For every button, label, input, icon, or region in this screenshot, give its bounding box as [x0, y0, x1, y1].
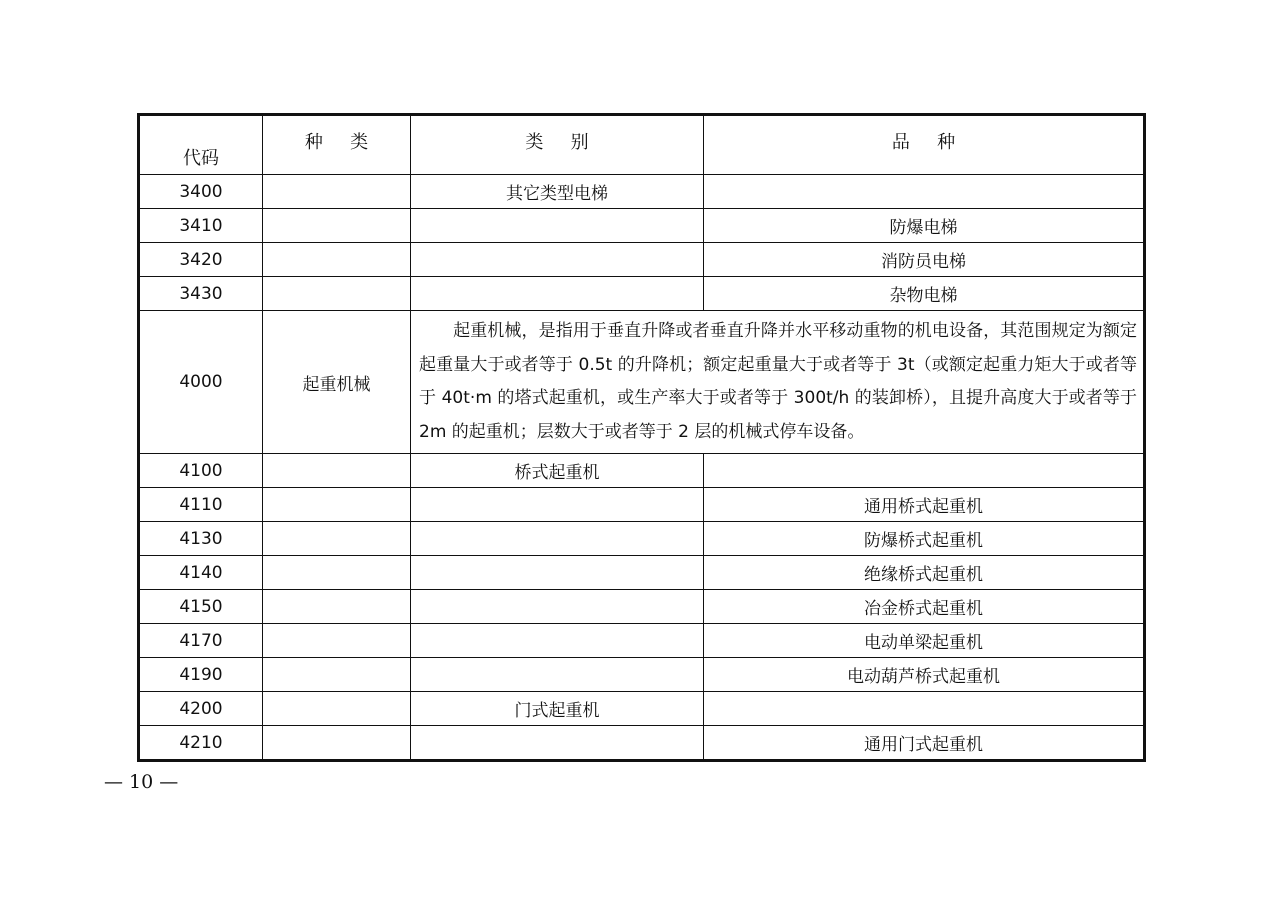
- cell-type: [263, 624, 411, 658]
- cell-variety: 绝缘桥式起重机: [704, 556, 1145, 590]
- table-row: [139, 556, 1145, 590]
- table-row: [139, 277, 1145, 311]
- table-row: [139, 488, 1145, 522]
- cell-type: [263, 488, 411, 522]
- cell-category: [411, 488, 704, 522]
- header-code: 代码: [139, 115, 263, 175]
- table-row: [139, 311, 1145, 454]
- table-row: [139, 209, 1145, 243]
- cell-category: [411, 209, 704, 243]
- cell-category: [411, 243, 704, 277]
- cell-code: 4200: [139, 692, 263, 726]
- cell-variety: 防爆桥式起重机: [704, 522, 1145, 556]
- header-variety: 品 种: [704, 115, 1145, 175]
- cell-code: 3420: [139, 243, 263, 277]
- table-row: [139, 624, 1145, 658]
- cell-variety: 电动葫芦桥式起重机: [704, 658, 1145, 692]
- cell-variety: [704, 175, 1145, 209]
- cell-category: 门式起重机: [411, 692, 704, 726]
- cell-code: 4170: [139, 624, 263, 658]
- cell-code: 4190: [139, 658, 263, 692]
- cell-code: 3430: [139, 277, 263, 311]
- cell-category: [411, 556, 704, 590]
- cell-variety: 消防员电梯: [704, 243, 1145, 277]
- cell-variety: [704, 692, 1145, 726]
- cell-code: 3410: [139, 209, 263, 243]
- table-row: [139, 243, 1145, 277]
- cell-type: 起重机械: [263, 311, 411, 454]
- cell-code: 3400: [139, 175, 263, 209]
- cell-type: [263, 209, 411, 243]
- cell-code: 4140: [139, 556, 263, 590]
- cell-type: [263, 556, 411, 590]
- header-category: 类 别: [411, 115, 704, 175]
- cell-code: 4000: [139, 311, 263, 454]
- cell-type: [263, 726, 411, 761]
- cell-variety: 通用门式起重机: [704, 726, 1145, 761]
- cell-code: 4110: [139, 488, 263, 522]
- cell-category: [411, 522, 704, 556]
- description-text: 起重机械，是指用于垂直升降或者垂直升降并水平移动重物的机电设备，其范围规定为额定起重量大于或者等于 0.5t 的升降机；额定起重量大于或者等于 3t（或额定起重力矩大于或者等于 40t·m 的塔式起重机，或生产率大于或者等于 300t/h 的装卸桥），且提升高度大于或者等于 2m 的起重机；层数大于或者等于 2 层的机械式停车设备。: [419, 321, 1137, 442]
- table-row: [139, 658, 1145, 692]
- cell-code: 4130: [139, 522, 263, 556]
- cell-type: [263, 658, 411, 692]
- cell-category: 其它类型电梯: [411, 175, 704, 209]
- table-row: [139, 726, 1145, 761]
- cell-variety: 通用桥式起重机: [704, 488, 1145, 522]
- cell-type: [263, 175, 411, 209]
- table-row: [139, 590, 1145, 624]
- cell-type: [263, 454, 411, 488]
- cell-type: [263, 590, 411, 624]
- cell-category: [411, 658, 704, 692]
- cell-code: 4100: [139, 454, 263, 488]
- cell-category: [411, 277, 704, 311]
- cell-variety: 防爆电梯: [704, 209, 1145, 243]
- table-row: [139, 454, 1145, 488]
- equipment-catalog-table: [137, 113, 1146, 762]
- cell-type: [263, 277, 411, 311]
- cell-type: [263, 522, 411, 556]
- cell-category: 桥式起重机: [411, 454, 704, 488]
- cell-code: 4210: [139, 726, 263, 761]
- header-type: 种 类: [263, 115, 411, 175]
- cell-variety: 电动单梁起重机: [704, 624, 1145, 658]
- cell-variety: [704, 454, 1145, 488]
- cell-type: [263, 692, 411, 726]
- table-row: [139, 522, 1145, 556]
- cell-description: [411, 311, 1145, 454]
- cell-type: [263, 243, 411, 277]
- cell-code: 4150: [139, 590, 263, 624]
- cell-category: [411, 726, 704, 761]
- table-row: [139, 175, 1145, 209]
- cell-category: [411, 624, 704, 658]
- table-row: [139, 692, 1145, 726]
- cell-variety: 杂物电梯: [704, 277, 1145, 311]
- cell-variety: 冶金桥式起重机: [704, 590, 1145, 624]
- page-number: — 10 —: [104, 771, 179, 793]
- cell-category: [411, 590, 704, 624]
- table-header-row: [139, 115, 1145, 175]
